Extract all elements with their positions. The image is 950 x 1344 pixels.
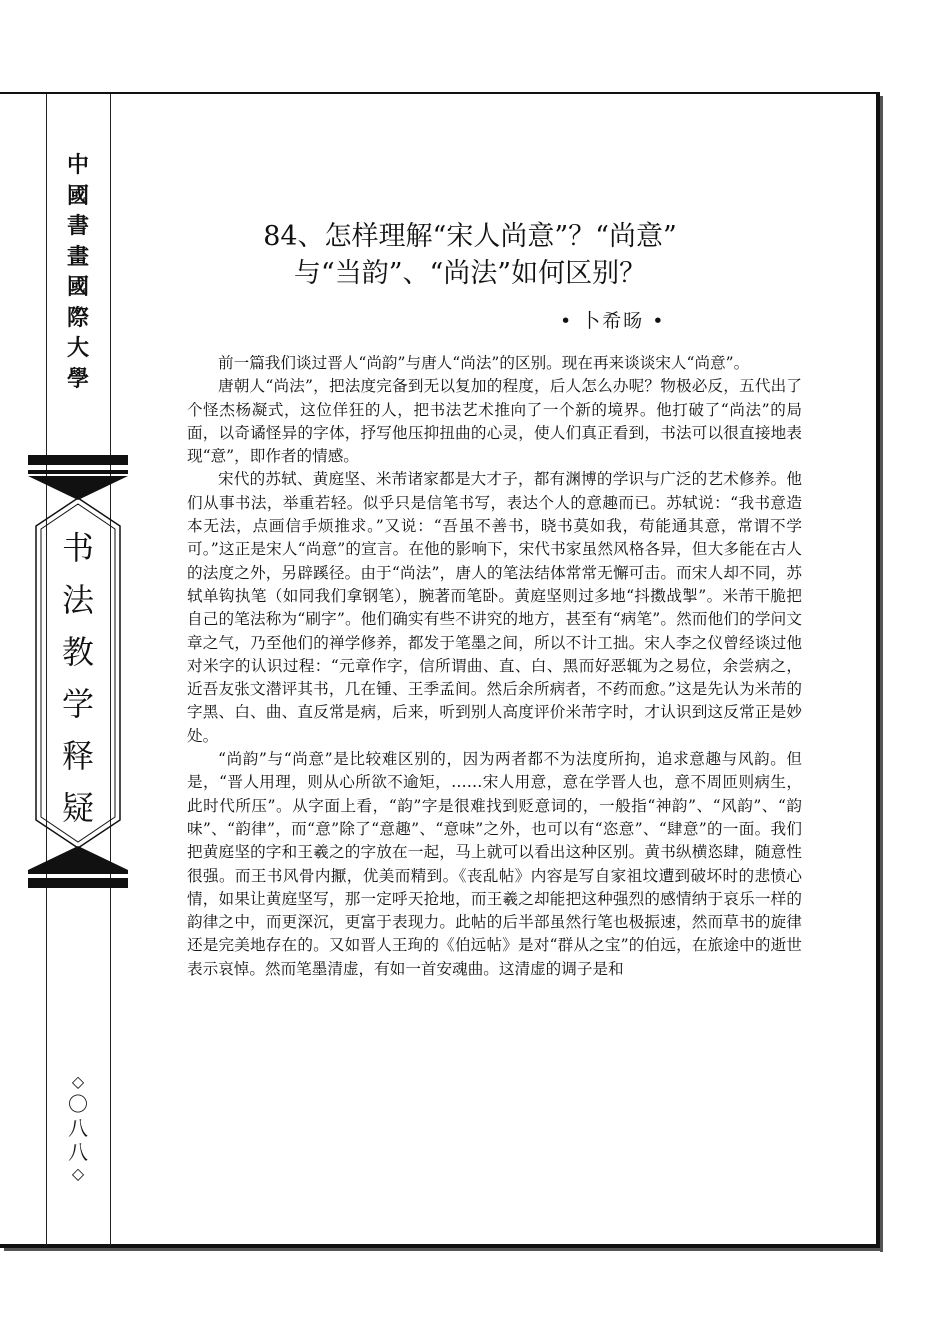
series-title-char: 中 (66, 152, 89, 178)
series-title-char: 學 (66, 365, 89, 392)
banner-bottom-bar-thin (28, 870, 128, 874)
section-title-char: 学 (61, 685, 94, 723)
series-title-char: 際 (66, 304, 89, 331)
section-title-char: 书 (61, 529, 94, 567)
frame-shadow-right (880, 96, 883, 1252)
series-title-char: 國 (66, 274, 89, 300)
page-number-char: 〇 (68, 1092, 88, 1116)
series-title-vertical (56, 150, 100, 394)
series-title-char: 國 (66, 182, 89, 209)
article-body (187, 352, 802, 981)
series-title-char: 大 (66, 335, 89, 361)
article-title-line: 与“当韵”、“尚法”如何区别？ (293, 258, 647, 289)
banner-bottom-bar (28, 878, 128, 888)
frame-shadow-bottom (4, 1248, 883, 1251)
section-title-char: 疑 (61, 789, 94, 827)
diamond-ornament-icon: ◇ (71, 1164, 85, 1183)
banner-bottom-chevron (20, 846, 136, 872)
diamond-ornament-icon: ◇ (71, 1072, 85, 1091)
banner-top-bar (28, 455, 128, 465)
page-number-char: 八 (68, 1140, 88, 1164)
body-paragraph: 宋代的苏轼、黄庭坚、米芾诸家都是大才子，都有渊博的学识与广泛的艺术修养。他们从事书法，举重若轻。似乎只是信笔书写，表达个人的意趣而已。苏轼说：“我书意造本无法，点画信手烦推求。”又说：“吾虽不善书，晓书莫如我，苟能通其意，常谓不学可。”这正是宋人“尚意”的宣言。在他的影响下，宋代书家虽然风格各异，但大多能在古人的法度之外，另辟蹊径。由于“尚法”，唐人的笔法结体常常无懈可击。而宋人却不同，苏轼单钩执笔（如同我们拿钢笔），腕著而笔卧。黄庭坚则过多地“抖擞战掣”。米芾干脆把自己的笔法称为“刷字”。他们确实有些不讲究的地方，甚至有“病笔”。然而他们的学问文章之气，乃至他们的禅学修养，都发于笔墨之间，所以不计工拙。宋人李之仪曾经谈过他对米字的认识过程：“元章作字，信所谓曲、直、白、黑而好恶辄为之易位，余尝病之，近吾友张文潜评其书，几在锺、王季孟间。然后余所病者，不药而愈。”这是先认为米芾的字黑、白、曲、直反常是病，后来，听到别人高度评价米芾字时，才认识到这反常正是妙处。 (187, 470, 802, 745)
section-title-char: 法 (61, 581, 94, 619)
section-title-char: 释 (61, 737, 94, 775)
page-number-vertical (58, 1072, 98, 1184)
article-title-line: 84、怎样理解“宋人尚意”？“尚意” (263, 221, 677, 252)
page-number-char: 八 (68, 1116, 88, 1140)
banner-top-bar-thin (28, 470, 128, 474)
series-title-char: 書 (66, 213, 89, 239)
article-author: • 卜希旸 • (560, 310, 666, 332)
article-title (230, 218, 710, 292)
section-title-char: 教 (61, 633, 94, 671)
series-title-char: 畫 (66, 243, 89, 270)
section-banner (34, 496, 122, 850)
body-paragraph: “尚韵”与“尚意”是比较难区别的，因为两者都不为法度所拘，追求意趣与风韵。但是，“晋人用理，则从心所欲不逾矩，……宋人用意，意在学晋人也，意不周匝则病生，此时代所压”。从字面上看，“韵”字是很难找到贬意词的，一般指“神韵”、“风韵”、“韵味”、“韵律”，而“意”除了“意趣”、“意味”之外，也可以有“恣意”、“肆意”的一面。我们把黄庭坚的字和王羲之的字放在一起，马上就可以看出这种区别。黄书纵横恣肆，随意性很强。而王书风骨内擫，优美而精到。《丧乱帖》内容是写自家祖坟遭到破坏时的悲愤心情，如果让黄庭坚写，那一定呼天抢地，而王羲之却能把这种强烈的感情纳于哀乐一样的韵律之中，而更深沉，更富于表现力。此帖的后半部虽然行笔也极振速，然而草书的旋律还是完美地存在的。又如晋人王珣的《伯远帖》是对“群从之宝”的伯远，在旅途中的逝世表示哀悼。然而笔墨清虚，有如一首安魂曲。这清虚的调子是和 (187, 750, 802, 978)
body-paragraph: 唐朝人“尚法”，把法度完备到无以复加的程度，后人怎么办呢？物极必反，五代出了个怪杰杨凝式，这位佯狂的人，把书法艺术推向了一个新的境界。他打破了“尚法”的局面，以奇谲怪异的字体，抒写他压抑扭曲的心灵，使人们真正看到，书法可以很直接地表现“意”，即作者的情感。 (187, 377, 802, 466)
body-paragraph: 前一篇我们谈过晋人“尚韵”与唐人“尚法”的区别。现在再来谈谈宋人“尚意”。 (218, 354, 750, 372)
